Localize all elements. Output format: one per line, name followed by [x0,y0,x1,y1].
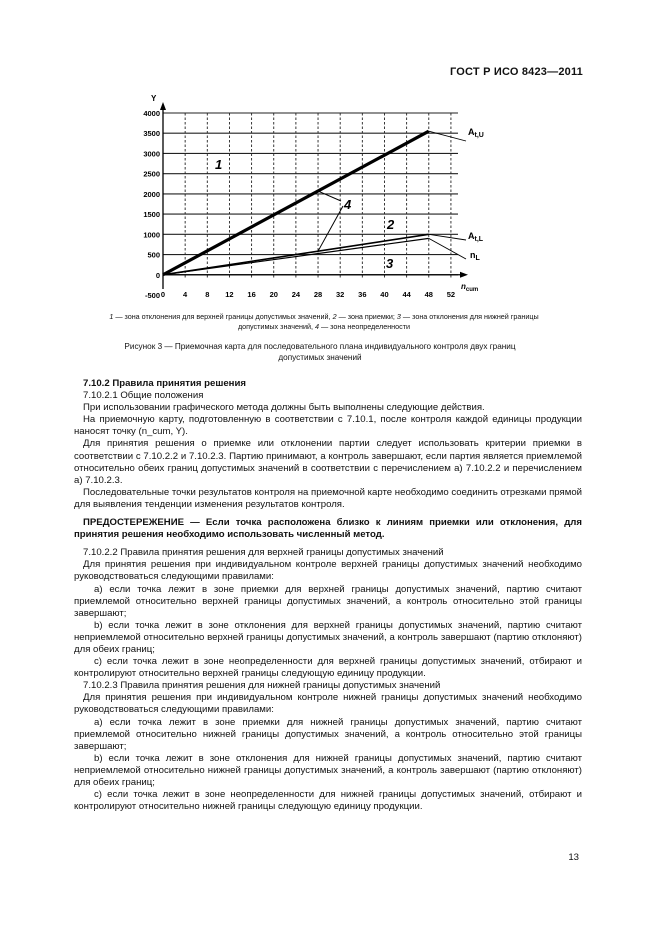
zone-label-1: 1 [215,157,223,172]
x-tick-label: 8 [205,290,210,299]
y-tick-labels [143,109,160,300]
label-upper-sub: t,U [474,132,484,139]
x-axis-arrow [460,272,468,278]
paragraph: На приемочную карту, подготовленную в соответствии с 7.10.1, после контроля каждой единицы продукции наносят точку (n_cum, Y). [74,414,582,438]
x-axis-label: $n_{cum}$ [461,282,479,293]
x-tick-labels [161,290,455,299]
paragraph: 7.10.2.1 Общие положения [83,390,204,402]
zone-label-2: 2 [387,217,395,232]
page-number: 13 [568,852,579,863]
y-tick-label: 0 [155,270,160,280]
x-tick-label: 24 [291,290,301,299]
label-nl [470,250,481,262]
label-nl-n: n [470,250,476,260]
y-tick-label: 2000 [143,189,160,199]
y-tick-label: 3500 [143,129,160,139]
figure-caption [70,341,570,363]
y-tick-label: 4000 [143,109,160,118]
leader-lower [429,234,466,240]
x-tick-label: 12 [225,290,234,299]
y-tick-label: 500 [147,250,160,260]
x-tick-label: 32 [336,290,345,299]
list-item: c) если точка лежит в зоне неопределенности для верхней границы допустимых значений, отбирают и контролируют относительно верхней границы следующую единицу продукции. [74,656,582,680]
list-item: b) если точка лежит в зоне отклонения для нижней границы допустимых значений, партию считают неприемлемой относительно нижней границы допустимых значений, а контроль завершают (партию отклоняют) для обеих границ; [74,752,582,788]
x-tick-label: 40 [380,290,389,299]
paragraph: Для принятия решения при индивидуальном контроле нижней границы допустимых значений необходимо руководствоваться следующими правилами: [74,692,582,716]
y-tick-label: 1000 [143,230,160,240]
list-item: c) если точка лежит в зоне неопределенности для нижней границы допустимых значений, отбирают и контролируют относительно нижней границы следующую единицу продукции. [74,789,582,813]
paragraph: Последовательные точки результатов контроля на приемочной карте необходимо соединить отрезками прямой для выявления тенденции изменения результатов контроля. [74,486,583,510]
acceptance-chart [0,0,661,310]
paragraph: Для принятия решения о приемке или отклонении партии следует использовать критерии приемки в соответствии с 7.10.2.2 и 7.10.2.3. Партию принимают, а контроль завершают, если партия является приемлемой относительно обеих границ допустимых значений в соответствии с перечислением a) 7.10.2.2 и перечислением a) 7.10.2.3. [74,438,582,486]
x-tick-label: 44 [402,290,411,299]
label-lower-line [468,231,484,243]
leader-4-upper [318,191,341,201]
list-item: a) если точка лежит в зоне приемки для нижней границы допустимых значений, партию считают приемлемой относительно нижней границы допустимых значений, а контроль относительно этой границы завершают; [74,716,582,752]
x-tick-label: 16 [247,290,256,299]
x-tick-label: 4 [183,290,188,299]
paragraph: Для принятия решения при индивидуальном контроле верхней границы допустимых значений необходимо руководствоваться следующими правилами: [74,559,582,583]
y-tick-label: 3000 [143,149,160,159]
paragraph: При использовании графического метода должны быть выполнены следующие действия. [83,402,485,414]
list-item: a) если точка лежит в зоне приемки для верхней границы допустимых значений, партию считают приемлемой относительно верхней границы допустимых значений, а контроль относительно этой границы завершают; [74,583,582,619]
x-tick-label: 36 [358,290,367,299]
x-axis-label-sub: cum [465,287,479,293]
caption-line-1: Рисунок 3 — Приемочная карта для последовательного плана индивидуального контроля двух границ [124,342,516,351]
chart-lines [163,131,466,275]
x-tick-label: 0 [160,290,166,299]
chart-axes [160,102,468,289]
paragraph: 7.10.2.2 Правила принятия решения для верхней границы допустимых значений [83,547,444,559]
section-heading: 7.10.2 Правила принятия решения [83,378,246,389]
leader-4-lower [318,206,343,251]
document-header: ГОСТ Р ИСО 8423—2011 [449,66,583,78]
x-tick-label: 48 [424,290,433,299]
figure-legend [60,312,588,332]
leader-upper [429,131,466,141]
x-tick-label: 28 [313,290,323,299]
warning: ПРЕДОСТЕРЕЖЕНИЕ — Если точка расположена близко к линиям приемки или отклонения, для принятия решения необходимо использовать численный метод. [74,517,582,541]
y-axis-label: Y [151,94,157,103]
leader-nl [429,238,466,259]
label-upper-line [468,127,484,139]
y-tick-label: -500 [144,291,160,300]
label-lower-sub: t,L [474,236,484,243]
x-tick-label: 20 [269,290,278,299]
legend-line-1: 1 — зона отклонения для верхней границы допустимых значений, 2 — зона приемки; 3 — зона отклонения для нижней границы [109,312,539,321]
legend-line-2: допустимых значений, 4 — зона неопределенности [237,322,411,331]
y-tick-label: 2500 [143,169,160,179]
label-upper-a: A [468,127,475,137]
body-text [74,378,582,813]
label-lower-a: A [468,231,475,241]
zone-label-3: 3 [386,256,394,271]
list-item: b) если точка лежит в зоне отклонения для верхней границы допустимых значений, партию считают неприемлемой относительно верхней границы допустимых значений, а контроль завершают (партию отклоняют) для обеих границ; [74,619,582,655]
x-tick-label: 52 [446,290,456,299]
caption-line-2: допустимых значений [278,353,362,362]
zone-label-4: 4 [344,197,352,212]
label-nl-sub: L [475,255,480,262]
paragraph: 7.10.2.3 Правила принятия решения для нижней границы допустимых значений [83,680,441,692]
y-axis-arrow [160,102,166,110]
y-tick-label: 1500 [143,210,160,220]
